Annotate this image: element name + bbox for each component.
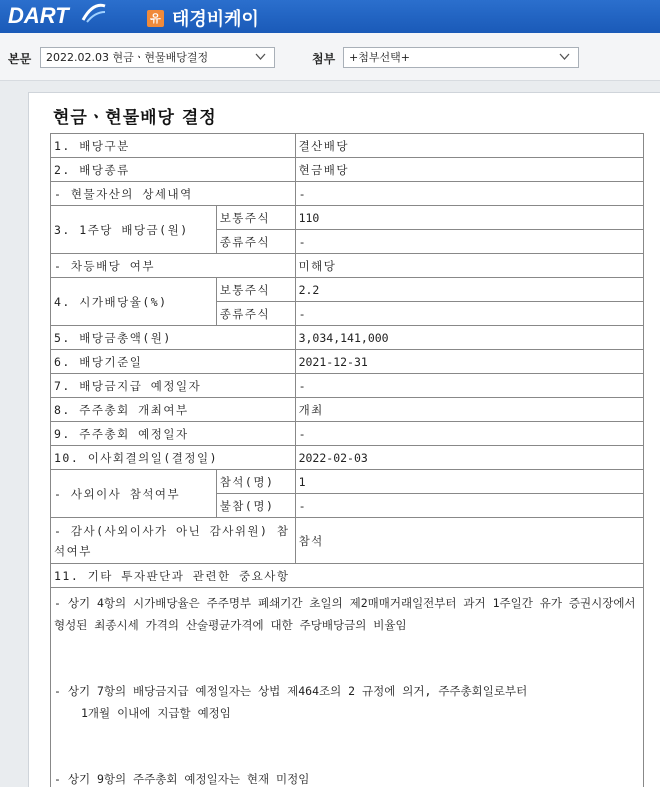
main-select-value: 2022.02.03 현금ㆍ현물배당결정: [46, 51, 209, 64]
row-value: 3,034,141,000: [295, 326, 643, 350]
main-label: 본문: [8, 52, 32, 66]
row-value: -: [295, 182, 643, 206]
row-value: 결산배당: [295, 134, 643, 158]
table-row: [51, 398, 644, 422]
table-row: [51, 326, 644, 350]
chevron-down-icon: [255, 51, 266, 62]
table-row: [51, 254, 644, 278]
row-value: 2021-12-31: [295, 350, 643, 374]
chevron-down-icon: [559, 51, 570, 62]
table-row: [51, 158, 644, 182]
table-row: [51, 588, 644, 787]
note-paragraph: - 상기 4항의 시가배당율은 주주명부 폐쇄기간 초일의 제2매매거래일전부터 과거 1주일간 유가 증권시장에서 형성된 최종시세 가격의 산술평균가격에 대한 주당배당금의 비율임: [54, 596, 636, 632]
top-header: [0, 0, 660, 33]
section-heading: 11. 기타 투자판단과 관련한 중요사항: [51, 564, 644, 588]
row-label: 2. 배당종류: [51, 158, 296, 182]
logo-text: DART: [8, 3, 69, 28]
attachment-select[interactable]: [343, 47, 579, 68]
row-label: 3. 1주당 배당금(원): [51, 206, 217, 254]
row-sublabel: 종류주식: [216, 230, 295, 254]
row-value: 참석: [295, 518, 643, 564]
row-value: 미해당: [295, 254, 643, 278]
table-row: [51, 350, 644, 374]
table-row: [51, 518, 644, 564]
attach-select-value: +첨부선택+: [349, 51, 410, 64]
row-value: -: [295, 494, 643, 518]
row-value: 2.2: [295, 278, 643, 302]
table-row: [51, 564, 644, 588]
row-label: 6. 배당기준일: [51, 350, 296, 374]
row-sublabel: 종류주식: [216, 302, 295, 326]
row-label: 8. 주주총회 개최여부: [51, 398, 296, 422]
table-row: [51, 182, 644, 206]
company-name: 태경비케이: [172, 9, 259, 30]
row-value: -: [295, 422, 643, 446]
document-title: 현금ㆍ현물배당 결정: [53, 108, 217, 128]
row-label: - 감사(사외이사가 아닌 감사위원) 참석여부: [51, 518, 296, 564]
row-label: - 차등배당 여부: [51, 254, 296, 278]
row-sublabel: 불참(명): [216, 494, 295, 518]
notes-cell: [51, 588, 644, 787]
row-value: 1: [295, 470, 643, 494]
row-label: - 현물자산의 상세내역: [51, 182, 296, 206]
disclosure-table: [50, 133, 644, 787]
table-row: [51, 470, 644, 494]
note-paragraph: - 상기 9항의 주주총회 예정일자는 현재 미정임: [54, 772, 310, 786]
row-label: 5. 배당금총액(원): [51, 326, 296, 350]
company-info: [147, 5, 259, 31]
row-value: -: [295, 230, 643, 254]
row-label: - 사외이사 참석여부: [51, 470, 217, 518]
row-label: 7. 배당금지급 예정일자: [51, 374, 296, 398]
main-document-select[interactable]: [40, 47, 275, 68]
note-paragraph: - 상기 7항의 배당금지급 예정일자는 상법 제464조의 2 규정에 의거, 주주총회일로부터: [54, 684, 528, 698]
table-row: [51, 422, 644, 446]
market-badge: 유: [147, 10, 164, 27]
row-value: -: [295, 374, 643, 398]
table-row: [51, 446, 644, 470]
dart-logo[interactable]: [8, 3, 69, 29]
table-row: [51, 374, 644, 398]
row-value: 2022-02-03: [295, 446, 643, 470]
table-row: [51, 134, 644, 158]
table-row: [51, 278, 644, 302]
toolbar: [0, 33, 660, 81]
row-label: 9. 주주총회 예정일자: [51, 422, 296, 446]
table-row: [51, 206, 644, 230]
row-value: 110: [295, 206, 643, 230]
note-paragraph: 1개월 이내에 지급할 예정임: [81, 706, 231, 720]
logo-swoosh-icon: [81, 0, 107, 26]
row-value: 개최: [295, 398, 643, 422]
row-sublabel: 보통주식: [216, 278, 295, 302]
document-viewer: [28, 92, 660, 787]
row-sublabel: 참석(명): [216, 470, 295, 494]
row-sublabel: 보통주식: [216, 206, 295, 230]
row-label: 4. 시가배당율(%): [51, 278, 217, 326]
row-value: -: [295, 302, 643, 326]
row-value: 현금배당: [295, 158, 643, 182]
attach-label: 첨부: [312, 52, 336, 66]
row-label: 10. 이사회결의일(결정일): [51, 446, 296, 470]
row-label: 1. 배당구분: [51, 134, 296, 158]
